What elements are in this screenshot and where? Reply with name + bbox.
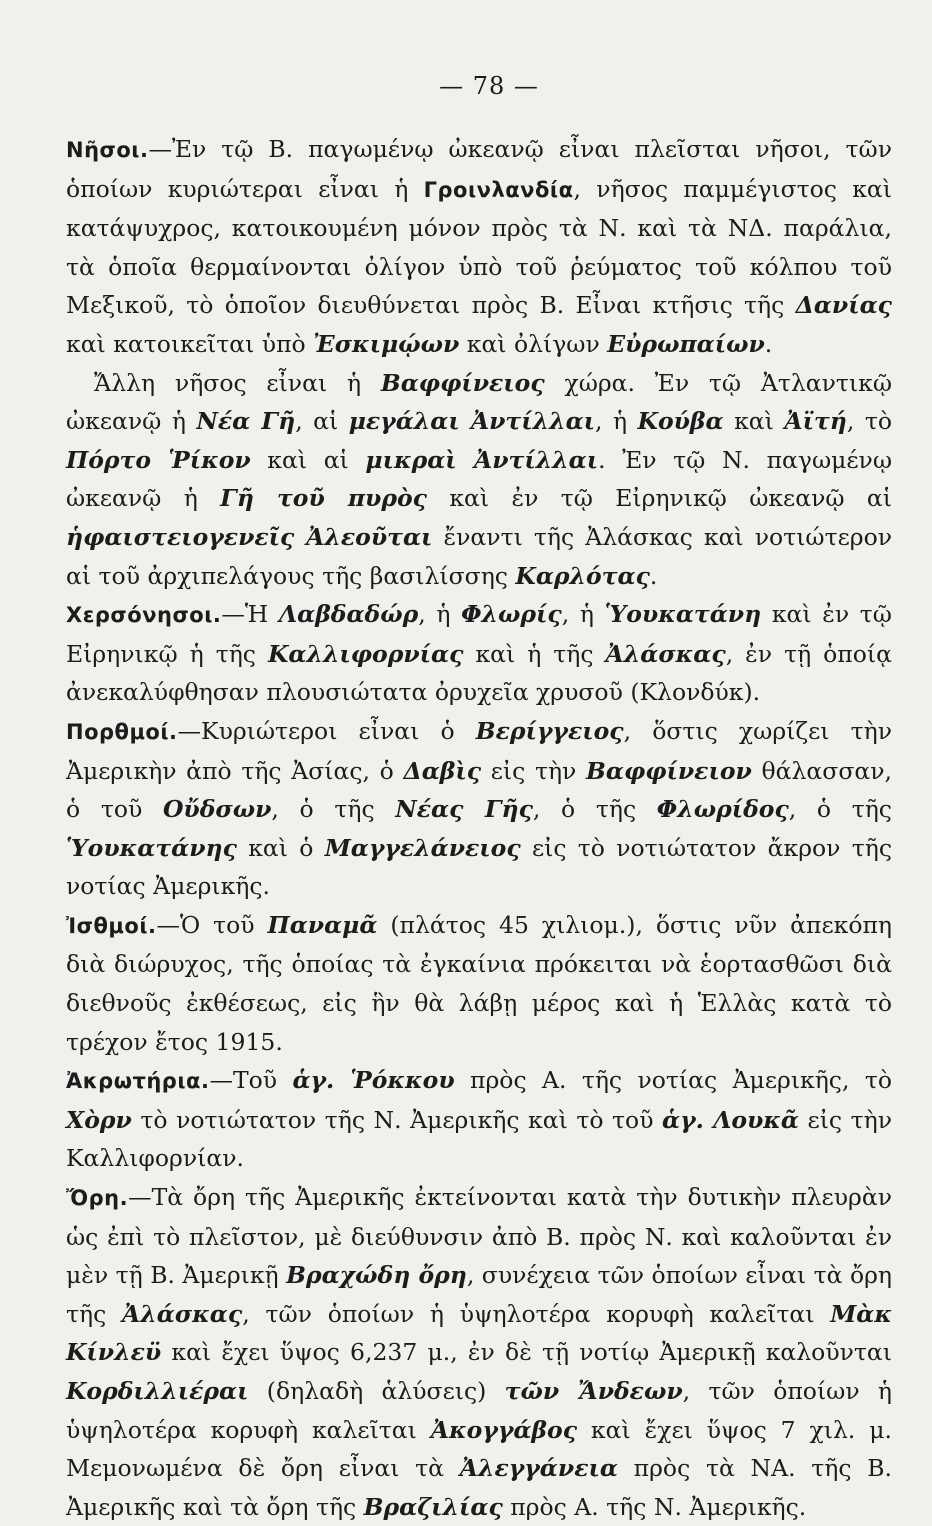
text-run: καὶ ὁ [236,833,325,862]
paragraph-p4 [66,712,892,906]
emphasized-term: Κούβα [637,407,724,436]
emphasized-term: ἁγ. Λουκᾶ [662,1105,799,1134]
text-run: χώρα. Ἐν τῷ Ἀτλαντικῷ ὠκεανῷ ἡ [66,368,892,436]
emphasized-term: Ἀϊτή [784,407,847,436]
text-run: , ὁ τῆς [788,795,892,824]
text-run: , τῶν ὁποίων ἡ ὑψηλοτέρα κορυφὴ καλεῖται [66,1377,893,1444]
emphasized-term: Ἀκογγάβος [430,1415,578,1444]
text-run: καὶ ἐν τῷ Εἰρηνικῷ ἡ τῆς [66,600,892,668]
text-run: . [649,561,658,590]
emphasized-term: Εὐρωπαίων [607,329,765,358]
page-number: — 78 — [439,72,539,100]
emphasized-term: Βερίγγειος [475,716,624,745]
emphasized-term: Χὸρν [66,1105,132,1134]
section-heading: Ἀκρωτήρια. [66,1069,210,1094]
emphasized-term: Ἐσκιμῴων [313,329,460,358]
emphasized-term: Φλωρίς [461,600,562,629]
text-run: , ὁ τῆς [271,795,396,824]
emphasized-term: Μαγγελάνειος [324,833,521,862]
body-text [66,130,892,1526]
emphasized-term: Μὰκ Κίνλεϋ [66,1299,892,1367]
section-heading: Πορθμοί. [66,719,178,744]
text-run: , ἐν τῇ ὁποίᾳ ἀνεκαλύφθησαν πλουσιώτατα ὀρυχεῖα χρυσοῦ (Κλονδύκ). [66,639,892,707]
text-run: —Τοῦ [209,1066,293,1095]
text-run: —Ὁ τοῦ [156,910,268,939]
emphasized-term: Ἀλεγγάνεια [459,1454,618,1483]
emphasized-term: Λαβδαδώρ [278,600,419,629]
text-run: καὶ αἱ [250,445,366,474]
emphasized-term: Βαφφίνειος [380,368,545,397]
paragraph-p1 [66,130,892,364]
text-run: , τὸ [846,407,892,436]
text-run: , ὁ τῆς [532,795,657,824]
emphasized-term: Δαβὶς [403,756,482,785]
text-run: πρὸς Α. τῆς νοτίας Ἀμερικῆς, τὸ [454,1066,892,1095]
text-run: , ἡ [595,407,638,436]
text-run: Ἄλλη νῆσος εἶναι ἡ [94,368,381,397]
text-run: (δηλαδὴ ἁλύσεις) [248,1377,505,1405]
paragraph-p2 [66,364,892,596]
text-run: , αἱ [295,407,349,436]
emphasized-term: Καρλότας [515,561,650,590]
emphasized-term: Βραζιλίας [363,1492,503,1521]
text-run: πρὸς Α. τῆς Ν. Ἀμερικῆς. [502,1492,807,1521]
text-run: , συνέχεια τῶν ὁποίων εἶναι τὰ ὄρη τῆς [66,1261,892,1328]
text-run: εἰς τὴν Καλλιφορνίαν. [66,1105,893,1173]
paragraph-p6 [66,1061,892,1178]
text-run: ἔναντι τῆς Ἀλάσκας καὶ νοτιώτερον αἱ τοῦ ἀρχιπελάγους τῆς βασιλίσσης [66,522,892,590]
emphasized-term: Οὔδσων [162,795,272,824]
emphasized-term: Ἀλάσκας [122,1299,243,1328]
text-run: —Ἐν τῷ Β. παγωμένῳ ὠκεανῷ εἶναι πλεῖσται νῆσοι, τῶν ὁποίων κυριώτεραι εἶναι ἡ [66,135,892,203]
text-run: καὶ ὀλίγων [459,329,608,358]
emphasized-term: Ἀλάσκας [605,639,726,668]
text-run: καὶ ἐν τῷ Εἰρηνικῷ ὠκεανῷ αἱ [426,484,892,513]
text-run: , νῆσος παμμέγιστος καὶ κατάψυχρος, κατοικουμένη μόνον πρὸς τὰ Ν. καὶ τὰ ΝΔ. παράλια, τὰ ὁποῖα θερμαίνονται ὀλίγον ὑπὸ τοῦ ῥεύματος τοῦ κόλπου τοῦ Μεξικοῦ, τὸ ὁποῖον διευθύνεται πρὸς Β. Εἶναι κτῆσις τῆς [66,174,892,320]
section-heading: Νῆσοι. [66,138,149,162]
emphasized-term: Ὑουκατάνη [604,600,762,629]
section-heading: Ὄρη. [66,1186,129,1211]
text-run: —Τὰ ὄρη τῆς Ἀμερικῆς ἐκτείνονται κατὰ τὴν δυτικὴν πλευρὰν ὡς ἐπὶ τὸ πλεῖστον, μὲ διεύθυνσιν ἀπὸ Β. πρὸς Ν. καὶ καλοῦνται ἐν μὲν τῇ Β. Ἀμερικῇ [66,1183,892,1290]
section-heading: Χερσόνησοι. [66,603,222,628]
paragraph-p7 [66,1178,892,1526]
emphasized-term: ἡφαιστειογενεῖς Ἀλεοῦται [66,522,433,551]
section-heading: Ἰσθμοί. [66,913,157,938]
emphasized-term: Βαφφίνειον [586,756,752,785]
emphasized-term: μεγάλαι Ἀντίλλαι [348,407,596,436]
emphasized-term: Γῆ τοῦ πυρὸς [220,484,427,513]
text-run: —Ἡ [221,600,279,629]
emphasized-term: Δανίας [795,291,892,320]
text-run: , ἡ [418,600,462,629]
section-heading: Γροινλανδία [423,177,574,202]
text-run: (πλάτος 45 χιλιομ.), ὅστις νῦν ἀπεκόπη διὰ διώρυχος, τῆς ὁποίας τὰ ἐγκαίνια πρόκειται νὰ ἑορτασθῶσι διὰ διεθνοῦς ἐκθέσεως, εἰς ἣν θὰ λάβῃ μέρος καὶ ἡ Ἑλλὰς κατὰ τὸ τρέχον ἔτος 1915. [66,910,892,1056]
emphasized-term: Ὑουκατάνης [66,833,237,862]
text-run: εἰς τὴν [481,756,587,785]
text-run: καὶ [723,407,785,436]
emphasized-term: Φλωρίδος [656,795,789,824]
text-run: . Ἐν τῷ Ν. παγωμένῳ ὠκεανῷ ἡ [66,445,893,513]
emphasized-term: Πόρτο Ῥίκον [66,445,251,474]
text-run: εἰς τὸ νοτιώτατον ἄκρον τῆς νοτίας Ἀμερικῆς. [66,833,892,901]
emphasized-term: Κορδιλλιέραι [66,1377,249,1405]
emphasized-term: τῶν Ἄνδεων [504,1377,683,1405]
emphasized-term: Καλλιφορνίας [267,639,464,668]
emphasized-term: Βραχώδη ὄρη [286,1261,467,1290]
text-run: , ὅστις χωρίζει τὴν Ἀμερικὴν ἀπὸ τῆς Ἀσίας, ὁ [66,716,892,785]
text-run: καὶ ἔχει ὕψος 7 χιλ. μ. Μεμονωμένα δὲ ὄρη εἶναι τὰ [66,1415,892,1483]
text-run: —Κυριώτεροι εἶναι ὁ [177,716,476,745]
emphasized-term: Παναμᾶ [267,910,378,939]
emphasized-term: μικραὶ Ἀντίλλαι [365,445,599,474]
text-run: , ἡ [561,600,605,629]
text-run: θάλασσαν, ὁ τοῦ [66,756,892,824]
text-run: , τῶν ὁποίων ἡ ὑψηλοτέρα κορυφὴ καλεῖται [242,1299,831,1328]
text-run: καὶ ἔχει ὕψος 6,237 μ., ἐν δὲ τῇ νοτίῳ Ἀμερικῇ καλοῦνται [161,1338,892,1367]
emphasized-term: Νέα Γῆ [196,407,296,436]
text-run: τὸ νοτιώτατον τῆς Ν. Ἀμερικῆς καὶ τὸ τοῦ [131,1105,663,1134]
text-run: . [764,329,773,358]
text-run: καὶ ἡ τῆς [463,639,606,668]
text-run: πρὸς τὰ ΝΑ. τῆς Β. Ἀμερικῆς καὶ τὰ ὄρη τῆς [66,1454,892,1521]
emphasized-term: ἁγ. Ῥόκκου [292,1066,455,1095]
text-run: καὶ κατοικεῖται ὑπὸ [66,329,314,358]
paragraph-p3 [66,595,892,712]
paragraph-p5 [66,906,892,1061]
emphasized-term: Νέας Γῆς [395,795,533,824]
